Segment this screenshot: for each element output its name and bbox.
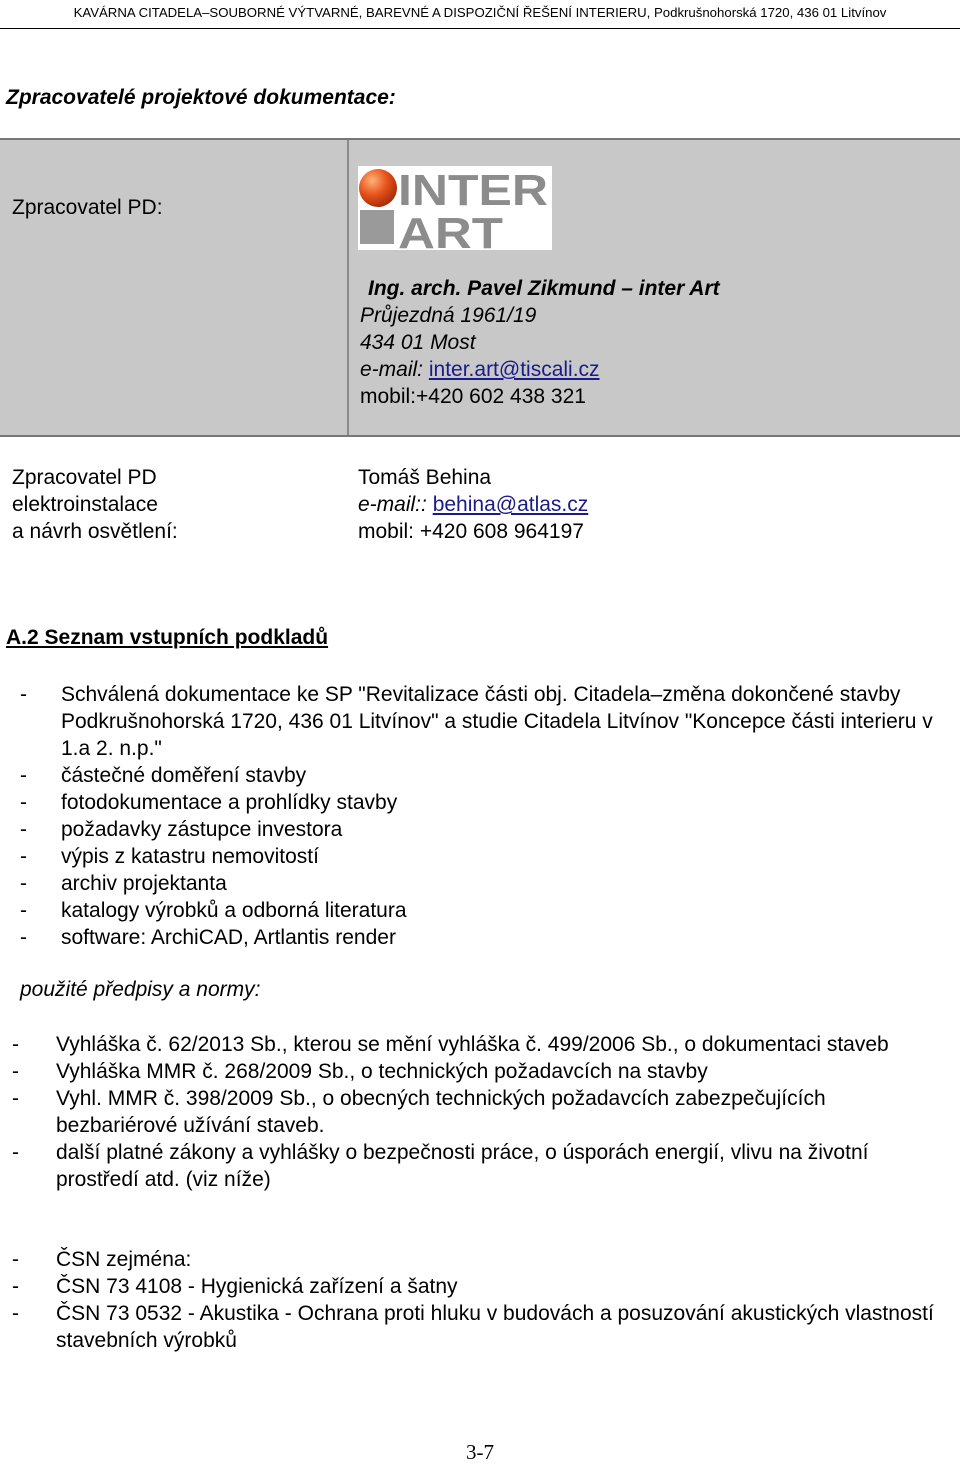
pd-name: Ing. arch. Pavel Zikmund – inter Art [368, 277, 720, 300]
list-item: - Schválená dokumentace ke SP "Revitalizace části obj. Citadela–změna dokončené stavby Podkrušnohorská 1720, 436 01 Litvínov" a studie Citadela Litvínov "Koncepce části interieru v 1.a 2. n.p." [20, 683, 933, 760]
list-item-text: ČSN zejména: [56, 1248, 192, 1271]
list-item: - ČSN 73 4108 - Hygienická zařízení a šatny [12, 1275, 458, 1298]
pd-label: Zpracovatel PD: [12, 196, 163, 219]
logo-gray-square-icon [360, 210, 394, 244]
list-item-text: Vyhláška MMR č. 268/2009 Sb., o technických požadavcích na stavby [56, 1060, 708, 1083]
csn-list [0, 1246, 935, 1354]
list-item-text: fotodokumentace a prohlídky stavby [61, 791, 398, 814]
list-item-text: ČSN 73 0532 - Akustika - Ochrana proti hluku v budovách a posuzování akustických vlastností stavebních výrobků [56, 1302, 934, 1352]
electro-name: Tomáš Behina [358, 466, 492, 489]
box-divider [347, 140, 349, 435]
pd-email-label: e-mail: [360, 358, 429, 381]
electro-mobile: mobil: +420 608 964197 [358, 520, 584, 543]
list-item: - Vyhl. MMR č. 398/2009 Sb., o obecných technických požadavcích zabezpečujících bezbariérové užívání staveb. [12, 1087, 826, 1137]
list-item: - katalogy výrobků a odborná literatura [20, 899, 407, 922]
list-item: - fotodokumentace a prohlídky stavby [20, 791, 398, 814]
list-item: - archiv projektanta [20, 872, 227, 895]
electro-contact [358, 464, 588, 545]
list-item-text: požadavky zástupce investora [61, 818, 343, 841]
pd-street: Průjezdná 1961/19 [360, 304, 537, 327]
pd-mobile: mobil:+420 602 438 321 [360, 385, 586, 408]
list-item-text: další platné zákony a vyhlášky o bezpečnosti práce, o úsporách energií, vlivu na životní prostředí atd. (viz níže) [56, 1141, 869, 1191]
svg-text:ART: ART [398, 209, 504, 250]
list-item-text: částečné doměření stavby [61, 764, 307, 787]
list-item: - ČSN zejména: [12, 1248, 192, 1271]
electro-email-row [358, 491, 588, 518]
page-number: 3-7 [466, 1440, 494, 1464]
pd-city: 434 01 Most [360, 331, 476, 354]
list-item-text: Schválená dokumentace ke SP "Revitalizace části obj. Citadela–změna dokončené stavby Podkrušnohorská 1720, 436 01 Litvínov" a studie Citadela Litvínov "Koncepce části interieru v 1.a 2. n.p." [61, 683, 933, 760]
electro-label-line: elektroinstalace [12, 493, 158, 516]
pd-contact [360, 275, 720, 410]
logo-orange-ball-icon [359, 169, 397, 207]
electro-label-line: Zpracovatel PD [12, 466, 157, 489]
norms-list [0, 1031, 935, 1193]
list-item-text: Vyhl. MMR č. 398/2009 Sb., o obecných technických požadavcích zabezpečujících bezbariérové užívání staveb. [56, 1087, 826, 1137]
electro-label [12, 464, 178, 545]
a2-title: A.2 Seznam vstupních podkladů [6, 626, 329, 649]
list-item-text: ČSN 73 4108 - Hygienická zařízení a šatny [56, 1275, 458, 1298]
pd-email-row [360, 356, 720, 383]
list-item: - Vyhláška MMR č. 268/2009 Sb., o technických požadavcích na stavby [12, 1060, 708, 1083]
svg-text:INTER: INTER [398, 166, 548, 215]
list-item-text: archiv projektanta [61, 872, 227, 895]
list-item: - částečné doměření stavby [20, 764, 307, 787]
electro-email-link[interactable]: behina@atlas.cz [432, 493, 589, 516]
list-item: - další platné zákony a vyhlášky o bezpečnosti práce, o úsporách energií, vlivu na životní prostředí atd. (viz níže) [12, 1141, 869, 1191]
list-item: - výpis z katastru nemovitostí [20, 845, 319, 868]
norms-title: použité předpisy a normy: [20, 978, 261, 1001]
list-item-text: software: ArchiCAD, Artlantis render [61, 926, 396, 949]
inter-art-logo [358, 166, 552, 250]
list-item-text: katalogy výrobků a odborná literatura [61, 899, 407, 922]
electro-email-label: e-mail:: [358, 493, 433, 516]
list-item: - Vyhláška č. 62/2013 Sb., kterou se mění vyhláška č. 499/2006 Sb., o dokumentaci staveb [12, 1033, 889, 1056]
document-header: KAVÁRNA CITADELA–SOUBORNÉ VÝTVARNÉ, BAREVNÉ A DISPOZIČNÍ ŘEŠENÍ INTERIERU, Podkrušnohorská 1720, 436 01 Litvínov [0, 0, 960, 29]
pd-info-box [0, 138, 960, 437]
list-item: - požadavky zástupce investora [20, 818, 343, 841]
pd-email-link[interactable]: inter.art@tiscali.cz [428, 358, 600, 381]
list-item: - ČSN 73 0532 - Akustika - Ochrana proti hluku v budovách a posuzování akustických vlastností stavebních výrobků [12, 1302, 934, 1352]
list-item-text: výpis z katastru nemovitostí [61, 845, 319, 868]
list-item: - software: ArchiCAD, Artlantis render [20, 926, 396, 949]
list-item-text: Vyhláška č. 62/2013 Sb., kterou se mění vyhláška č. 499/2006 Sb., o dokumentaci staveb [56, 1033, 889, 1056]
section-title: Zpracovatelé projektové dokumentace: [6, 86, 396, 109]
electro-label-line: a návrh osvětlení: [12, 520, 178, 543]
a2-list [0, 681, 950, 951]
